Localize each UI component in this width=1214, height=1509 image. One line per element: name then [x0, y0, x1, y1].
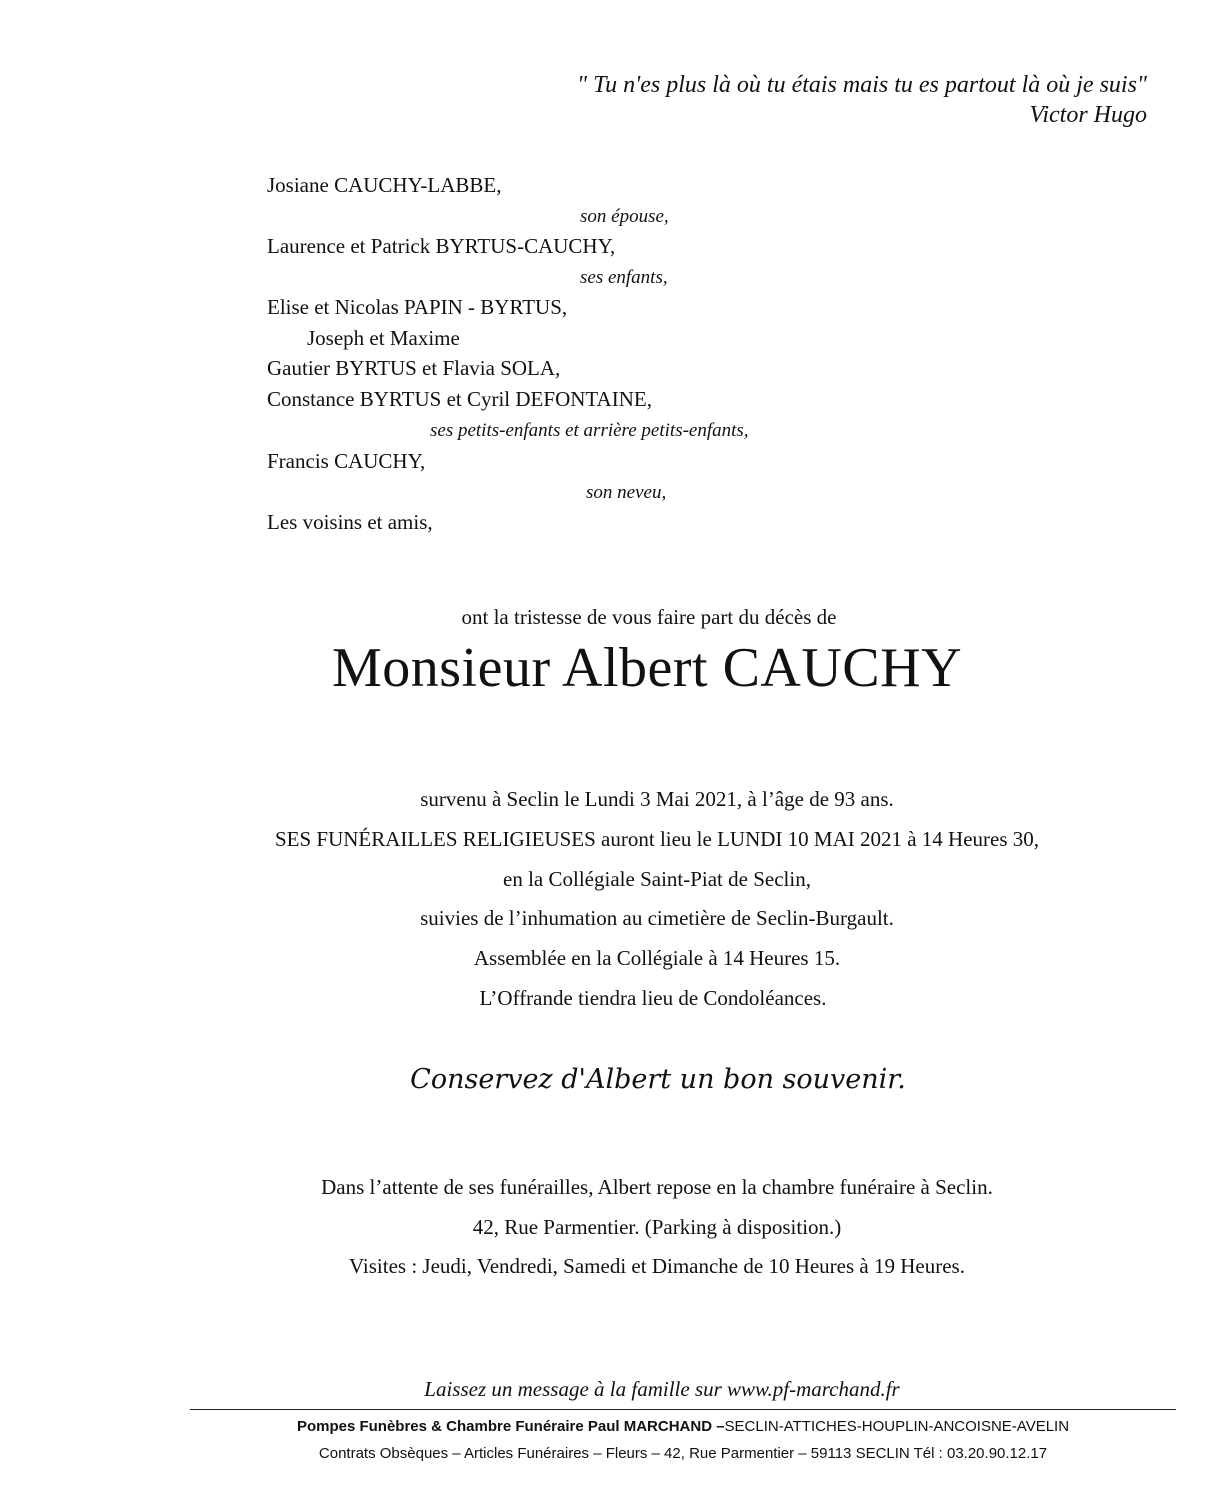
visit-line: 42, Rue Parmentier. (Parking à disposition.)	[472, 1215, 842, 1239]
detail-line: SES FUNÉRAILLES RELIGIEUSES auront lieu le LUNDI 10 MAI 2021 à 14 Heures 30,	[274, 827, 1040, 851]
announcement-intro: ont la tristesse de vous faire part du décès de	[461, 605, 837, 629]
relation-label: son neveu,	[586, 482, 667, 503]
family-line: Constance BYRTUS et Cyril DEFONTAINE,	[267, 387, 652, 411]
souvenir-phrase: Conservez d'Albert un bon souvenir.	[410, 1064, 906, 1095]
family-line: Elise et Nicolas PAPIN - BYRTUS,	[267, 295, 568, 319]
family-line: Joseph et Maxime	[307, 326, 460, 350]
relation-label: ses enfants,	[580, 267, 668, 288]
detail-line: L’Offrande tiendra lieu de Condoléances.	[479, 986, 827, 1010]
footer-towns: SECLIN-ATTICHES-HOUPLIN-ANCOISNE-AVELIN	[724, 1418, 1070, 1435]
footer-company-name: Pompes Funèbres & Chambre Funéraire Paul MARCHAND –	[296, 1418, 725, 1435]
family-line: Josiane CAUCHY-LABBE,	[267, 173, 502, 197]
detail-line: en la Collégiale Saint-Piat de Seclin,	[503, 867, 811, 891]
relation-label: son épouse,	[580, 206, 669, 227]
relation-label: ses petits-enfants et arrière petits-enfants,	[430, 420, 749, 441]
epigraph-quote: " Tu n'es plus là où tu étais mais tu es partout là où je suis"	[577, 72, 1147, 98]
family-line: Les voisins et amis,	[267, 510, 433, 534]
visit-line: Dans l’attente de ses funérailles, Albert repose en la chambre funéraire à Seclin.	[321, 1175, 993, 1199]
footer-divider	[190, 1409, 1176, 1410]
website-message: Laissez un message à la famille sur www.pf-marchand.fr	[424, 1377, 900, 1401]
footer-contact-line: Contrats Obsèques – Articles Funéraires – Fleurs – 42, Rue Parmentier – 59113 SECLIN Tél : 03.20.90.12.17	[318, 1445, 1048, 1462]
detail-line: suivies de l’inhumation au cimetière de Seclin-Burgault.	[420, 906, 894, 930]
family-line: Francis CAUCHY,	[267, 449, 426, 473]
footer-company-line	[0, 1418, 1214, 1435]
visit-line: Visites : Jeudi, Vendredi, Samedi et Dimanche de 10 Heures à 19 Heures.	[349, 1254, 965, 1278]
family-line: Laurence et Patrick BYRTUS-CAUCHY,	[267, 234, 616, 258]
epigraph-author: Victor Hugo	[1029, 102, 1147, 128]
detail-line: Assemblée en la Collégiale à 14 Heures 15.	[473, 946, 841, 970]
detail-line: survenu à Seclin le Lundi 3 Mai 2021, à l’âge de 93 ans.	[420, 787, 894, 811]
family-line: Gautier BYRTUS et Flavia SOLA,	[267, 356, 561, 380]
deceased-name: Monsieur Albert CAUCHY	[331, 637, 963, 699]
